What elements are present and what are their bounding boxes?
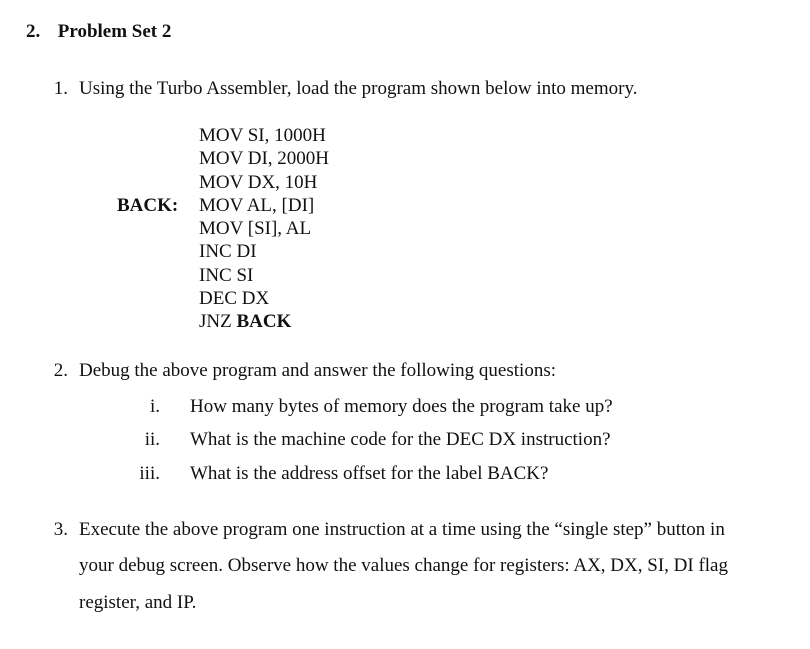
- item-3-line: register, and IP.: [79, 592, 197, 613]
- code-line: MOV [SI], AL: [199, 218, 312, 240]
- code-label-back: BACK:: [117, 195, 179, 216]
- question-text: How many bytes of memory does the program take up?: [190, 396, 613, 417]
- question-text: What is the machine code for the DEC DX instruction?: [190, 429, 611, 450]
- code-line: MOV SI, 1000H: [199, 125, 326, 146]
- jump-op: JNZ: [199, 311, 232, 333]
- code-line: DEC DX: [199, 288, 270, 310]
- code-line: INC SI: [199, 264, 254, 286]
- question-numeral: ii.: [144, 429, 160, 450]
- item-3-line: Execute the above program one instruction at a time using the “single step” button in: [79, 519, 725, 540]
- question-text: What is the address offset for the label BACK?: [190, 463, 549, 484]
- section-number: 2.: [26, 21, 41, 42]
- code-line: INC DI: [199, 241, 257, 263]
- section-title: Problem Set 2: [57, 21, 172, 42]
- item-2-text: Debug the above program and answer the following questions:: [79, 360, 556, 381]
- jump-target: BACK: [236, 311, 292, 333]
- question-numeral: i.: [149, 396, 160, 417]
- program-listing: [199, 124, 329, 334]
- item-3-line: your debug screen. Observe how the values change for registers: AX, DX, SI, DI flag: [79, 555, 728, 576]
- code-line-last: [199, 310, 329, 333]
- code-line: MOV DI, 2000H: [199, 148, 330, 170]
- code-line: MOV DX, 10H: [199, 171, 318, 193]
- item-2-number: 2.: [53, 360, 68, 381]
- item-3-number: 3.: [53, 519, 68, 540]
- section-heading: [26, 21, 171, 43]
- code-line: MOV AL, [DI]: [199, 194, 315, 216]
- question-numeral: iii.: [139, 463, 160, 484]
- item-1-number: 1.: [53, 78, 68, 99]
- item-1-text: Using the Turbo Assembler, load the program shown below into memory.: [79, 78, 638, 99]
